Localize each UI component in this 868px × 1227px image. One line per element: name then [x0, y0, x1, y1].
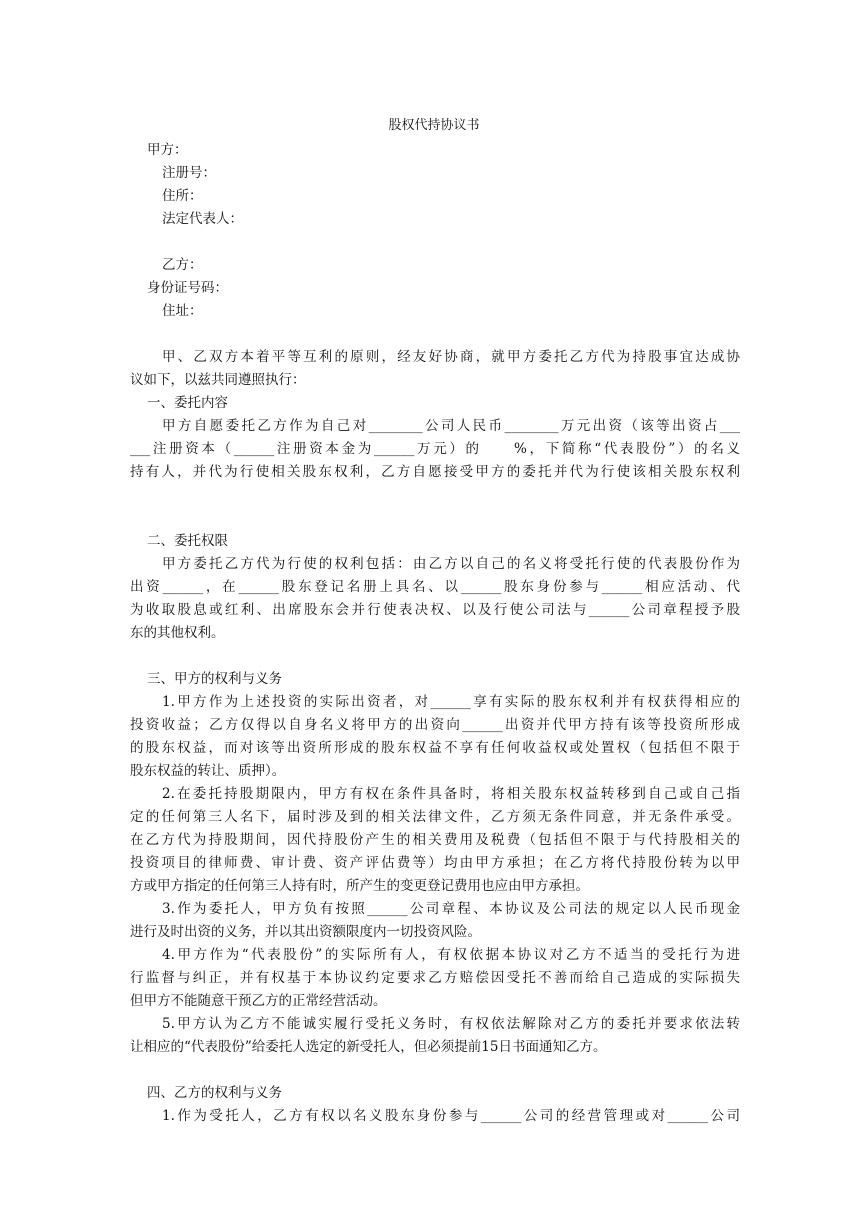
paragraph-line: 5.甲方认为乙方不能诚实履行受托义务时，有权依法解除对乙方的委托并要求依法转 — [162, 1016, 740, 1032]
paragraph-line: 4.甲方作为“代表股份”的实际所有人，有权依据本协议对乙方不适当的受托行为进 — [162, 947, 740, 963]
party-a-legal-rep: 法定代表人： — [162, 211, 243, 227]
paragraph-line: 1.作为受托人，乙方有权以名义股东身份参与______公司的经营管理或对______公司 — [162, 1108, 740, 1124]
intro-line: 甲、乙双方本着平等互利的原则，经友好协商，就甲方委托乙方代为持股事宜达成协 — [162, 349, 740, 365]
paragraph-line: 但甲方不能随意干预乙方的正常经营活动。 — [130, 993, 387, 1009]
paragraph-line: 股东权益的转让、质押）。 — [130, 763, 286, 779]
paragraph-line: 方或甲方指定的任何第三人持有时，所产生的变更登记费用也应由甲方承担。 — [130, 878, 589, 894]
paragraph-line: 甲方自愿委托乙方作为自己对________公司人民币________万元出资（该等出资占___ — [162, 418, 740, 434]
party-b-address: 住址： — [162, 303, 203, 319]
party-a-reg-no: 注册号： — [162, 165, 216, 181]
paragraph-line: 投资收益；乙方仅得以自身名义将甲方的出资向______出资并代甲方持有该等投资所形成 — [130, 717, 740, 733]
intro-line: 议如下，以兹共同遵照执行： — [130, 372, 306, 388]
paragraph-line: 出资______，在______股东登记名册上具名、以______股东身份参与______相应活动、代 — [130, 579, 740, 595]
paragraph-line: 在乙方代为持股期间，因代持股份产生的相关费用及税费（包括但不限于与代持股相关的 — [130, 832, 740, 848]
paragraph-line: 东的其他权利。 — [130, 625, 225, 641]
paragraph-line: 的股东权益，而对该等出资所形成的股东权益不享有任何收益权或处置权（包括但不限于 — [130, 740, 740, 756]
paragraph-line: 2.在委托持股期限内，甲方有权在条件具备时，将相关股东权益转移到自己或自己指 — [162, 786, 740, 802]
paragraph-line: 定的任何第三人名下，届时涉及到的相关法律文件，乙方须无条件同意，并无条件承受。 — [130, 809, 740, 825]
paragraph-line: 持有人，并代为行使相关股东权利，乙方自愿接受甲方的委托并代为行使该相关股东权利 — [130, 464, 740, 480]
section-heading: 一、委托内容 — [147, 395, 228, 411]
paragraph-line: 进行及时出资的义务，并以其出资额限度内一切投资风险。 — [130, 924, 481, 940]
section-heading: 四、乙方的权利与义务 — [147, 1085, 282, 1101]
paragraph-line: 甲方委托乙方代为行使的权利包括：由乙方以自己的名义将受托行使的代表股份作为 — [162, 556, 740, 572]
paragraph-line: 投资项目的律师费、审计费、资产评估费等）均由甲方承担；在乙方将代持股份转为以甲 — [130, 855, 740, 871]
paragraph-line: 1.甲方作为上述投资的实际出资者，对______享有实际的股东权利并有权获得相应的 — [162, 694, 740, 710]
paragraph-line: 让相应的“代表股份”给委托人选定的新受托人，但必须提前15日书面通知乙方。 — [130, 1039, 607, 1055]
party-a-address: 住所： — [162, 188, 203, 204]
section-heading: 二、委托权限 — [147, 533, 228, 549]
paragraph-line: 行监督与纠正，并有权基于本协议约定要求乙方赔偿因受托不善而给自己造成的实际损失 — [130, 970, 740, 986]
party-b-label: 乙方： — [162, 257, 203, 273]
paragraph-line: 为收取股息或红利、出席股东会并行使表决权、以及行使公司法与______公司章程授予股 — [130, 602, 740, 618]
paragraph-line: 3.作为委托人，甲方负有按照______公司章程、本协议及公司法的规定以人民币现金 — [162, 901, 740, 917]
party-b-id-no: 身份证号码： — [147, 280, 228, 296]
party-a-label: 甲方： — [147, 142, 188, 158]
section-heading: 三、甲方的权利与义务 — [147, 671, 282, 687]
paragraph-line: ___注册资本（______注册资本金为______万元）的 %，下简称“代表股份”）的名义 — [130, 441, 740, 457]
document-title: 股权代持协议书 — [388, 118, 480, 133]
